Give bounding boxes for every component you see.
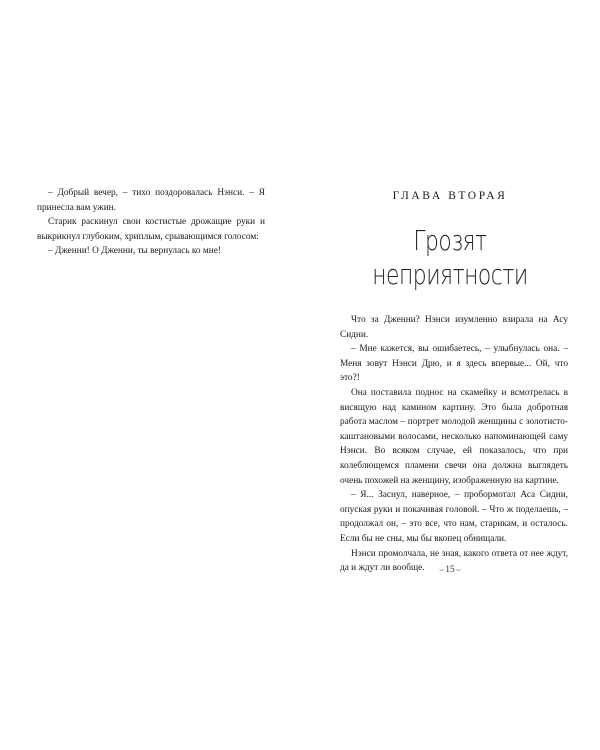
ornament-left-icon: ⌣: [438, 565, 445, 574]
paragraph: Нэнси промолчала, не зная, какого ответа от нее ждут, да и ждут ли вообще.: [340, 548, 568, 574]
right-page-text: [340, 313, 568, 576]
paragraph: Что за Дженни? Нэнси изумленно взирала на Асу Сидни.: [340, 315, 568, 340]
paragraph: Старик раскинул свои костистые дрожащие руки и выкрикнул глубоким, хриплым, срывающимся голосом:: [37, 217, 265, 242]
page-number: [300, 565, 600, 575]
chapter-label: ГЛАВА ВТОРАЯ: [392, 190, 508, 202]
paragraph: – Я... Заснул, наверное, – пробормотал Аса Сидни, опуская руки и покачивая головой. – Что ж поделаешь, – продолжал он, – это все, что нам, старикам, и осталось. Если бы не сны, мы бы вкопец обнищали.: [340, 490, 568, 544]
paragraph: – Добрый вечер, – тихо поздоровалась Нэнси. – Я принесла вам ужин.: [37, 188, 265, 213]
page-number-value: 15: [445, 565, 455, 575]
paragraph: Она поставила поднос на скамейку и всмотрелась в висящую над камином картину. Это была добротная работа маслом – портрет молодой женщины с золотисто-каштановыми волосами, несколько напоминающей саму Нэнси. Во всяком случае, ей показалось, что при колеблющемся пламени свечи она должна выглядеть очень похожей на женщину, изображенную на картине.: [340, 387, 568, 486]
ornament-right-icon: ⌣: [455, 565, 462, 574]
paragraph: – Мне кажется, вы ошибаетесь, – улыбнулась она. – Меня зовут Нэнси Дрю, и я здесь впервые... Ой, что это?!: [340, 344, 568, 384]
left-page-text: [37, 186, 265, 259]
paragraph: – Дженни! О Дженни, ты вернулась ко мне!: [48, 246, 221, 257]
chapter-title: Грозят неприятности: [372, 224, 528, 291]
right-page: [300, 0, 600, 750]
